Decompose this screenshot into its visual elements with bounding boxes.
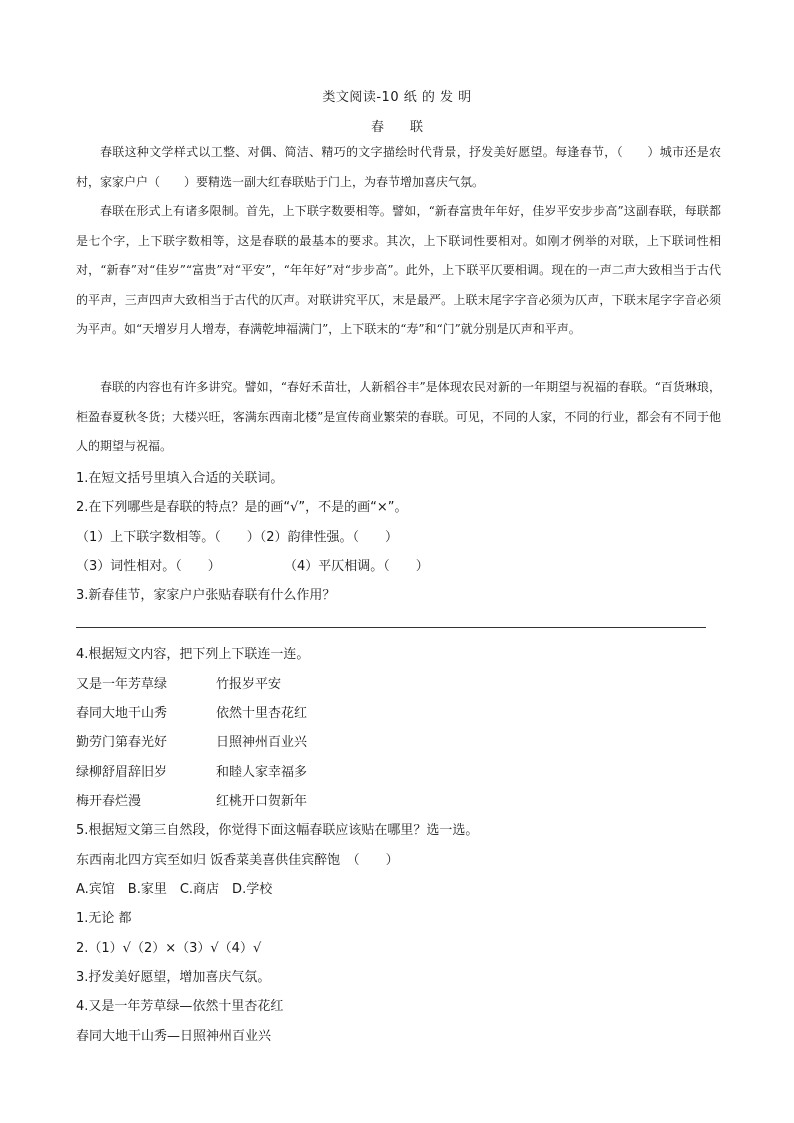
answer-1: 1.无论 都 bbox=[76, 911, 132, 926]
paragraph-text: 春联在形式上有诸多限制。首先，上下联字数要相等。譬如，“新春富贵年年好，佳岁平安步步高”这副春联，每联都是七个字，上下联字数相等，这是春联的最基本的要求。其次，上下联词性要相对。如刚才例举的对联，上下联词性相对，“新春”对“佳岁”“富贵”对“平安”，“年年好”对“步步高”。此外，上下联平仄要相调。现在的一声二声大致相当于古代的平声，三声四声大致相当于古代的仄声。对联讲究平仄，末是最严。上联末尾字字音必须为仄声，下联末尾字字音必须为平声。如“天增岁月人增寿，春满乾坤福满门”，上下联末的“寿”和“门”就分别是仄声和平声。 bbox=[76, 204, 721, 336]
passage-title: 春联 bbox=[370, 120, 449, 135]
couplet-left-5: 梅开春烂漫 bbox=[76, 794, 142, 809]
question-2-option-4: （4）平仄相调。（ ） bbox=[284, 559, 429, 574]
passage-paragraph-1 bbox=[76, 138, 721, 197]
answer-4-line-1: 4.又是一年芳草绿—依然十里杏花红 bbox=[76, 999, 284, 1014]
answer-line bbox=[76, 627, 706, 628]
question-2: 2.在下列哪些是春联的特点？是的画“√”，不是的画“×”。 bbox=[76, 500, 408, 515]
answer-4-line-2: 春同大地干山秀—日照神州百业兴 bbox=[76, 1029, 272, 1044]
couplet-right-3: 日照神州百业兴 bbox=[216, 735, 308, 750]
question-2-options-1-2: （1）上下联字数相等。（ ）（2）韵律性强。（ ） bbox=[76, 530, 399, 545]
question-5: 5.根据短文第三自然段，你觉得下面这幅春联应该贴在哪里？选一选。 bbox=[76, 823, 479, 838]
couplet-right-1: 竹报岁平安 bbox=[216, 677, 282, 692]
passage-paragraph-3 bbox=[76, 373, 721, 462]
paragraph-text: 春联的内容也有许多讲究。譬如，“春好禾苗壮，人新稻谷丰”是体现农民对新的一年期望与祝福的春联。“百货琳琅，柜盈春夏秋冬货；大楼兴旺，客满东西南北楼”是宣传商业繁荣的春联。可见，不同的人家，不同的行业，都会有不同于他人的期望与祝福。 bbox=[76, 380, 721, 453]
couplet-right-2: 依然十里杏花红 bbox=[216, 706, 308, 721]
question-5-couplet: 东西南北四方宾至如归 饭香菜美喜供佳宾醉饱 （ ） bbox=[76, 853, 399, 868]
couplet-left-4: 绿柳舒眉辞旧岁 bbox=[76, 765, 168, 780]
question-1: 1.在短文括号里填入合适的关联词。 bbox=[76, 471, 284, 486]
question-5-options: A.宾馆 B.家里 C.商店 D.学校 bbox=[76, 882, 273, 897]
couplet-right-5: 红桃开口贺新年 bbox=[216, 794, 308, 809]
document-title: 类文阅读-10 纸 的 发 明 bbox=[322, 90, 472, 105]
couplet-left-3: 勤劳门第春光好 bbox=[76, 735, 168, 750]
answer-3: 3.抒发美好愿望，增加喜庆气氛。 bbox=[76, 970, 271, 985]
passage-paragraph-2 bbox=[76, 197, 721, 345]
question-3: 3.新春佳节，家家户户张贴春联有什么作用？ bbox=[76, 588, 336, 603]
question-4: 4.根据短文内容，把下列上下联连一连。 bbox=[76, 647, 310, 662]
paragraph-text: 春联这种文学样式以工整、对偶、简洁、精巧的文字描绘时代背景，抒发美好愿望。每逢春节，（ ）城市还是农村，家家户户（ ）要精选一副大红春联贴于门上，为春节增加喜庆气氛。 bbox=[76, 145, 721, 189]
answer-2: 2.（1）√（2）×（3）√（4）√ bbox=[76, 941, 262, 956]
couplet-right-4: 和睦人家幸福多 bbox=[216, 765, 308, 780]
couplet-left-2: 春同大地干山秀 bbox=[76, 706, 168, 721]
couplet-left-1: 又是一年芳草绿 bbox=[76, 677, 168, 692]
question-2-option-3: （3）词性相对。（ ） bbox=[76, 559, 221, 574]
